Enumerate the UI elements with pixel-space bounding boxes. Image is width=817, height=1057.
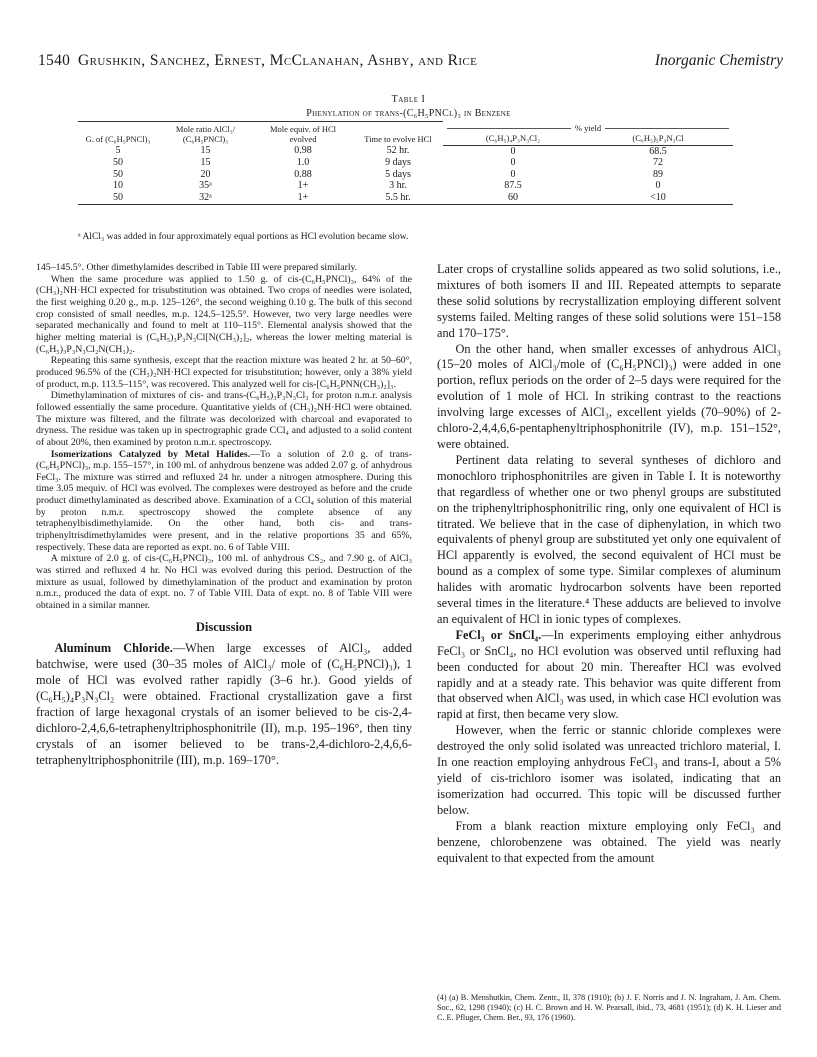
left-column bbox=[36, 262, 412, 769]
paragraph bbox=[36, 641, 412, 768]
paragraph: On the other hand, when smaller excesses of anhydrous AlCl₃ (15–20 moles of AlCl₃/mole of (C₆H₅PNCl)₃) were added in one portion, reflux periods on the order of 2–5 days were required for the evolution of 1 mole of HCl. In striking contrast to the reactions involving large excesses of AlCl₃, excellent yields (70–90%) of 2-chloro-2,4,4,6,6-pentaphenyltriphosphonitrile (IV), m.p. 151–152°, were obtained. bbox=[437, 341, 781, 451]
col-header-tetraphenyl: (C₆H₅)₄P₃N₃Cl₂ bbox=[443, 134, 583, 145]
paragraph: A mixture of 2.0 g. of cis-(C₆H₅PNCl)₃, 100 ml. of anhydrous CS₂, and 7.90 g. of AlCl₃ was stirred and refluxed 4 hr. No HCl was evolved during this period. Destruction of the mixture as usual, followed by dimethylamination of the product and examination by proton n.m.r., produced the data of expt. no. 7 of Table VIII. Data of expt. no. 8 of Table VIII were obtained in a similar manner. bbox=[36, 553, 412, 612]
table-caption: Phenylation of trans-(C₆H₅PNCl)₃ in Benzene bbox=[306, 108, 511, 119]
table-cell: 15 bbox=[200, 145, 211, 157]
paragraph: Dimethylamination of mixtures of cis- and trans-(C₆H₅)₃P₃N₃Cl₃ for proton n.m.r. analysis followed essentially the same procedure. Quantitative yields of (CH₃)₂NH·HCl were obtained. The mixture was filtered, and the filtrate was decolorized with charcoal and evaporated to dryness. The residue was taken up in spectrographic grade CCl₄ and adjusted to a solid content of about 20%, then examined by proton n.m.r. spectroscopy. bbox=[36, 390, 412, 448]
table-cell: 52 hr. bbox=[386, 145, 410, 157]
section-heading: Discussion bbox=[195, 619, 253, 634]
table-row bbox=[78, 169, 733, 181]
phenylation-table bbox=[78, 121, 733, 205]
running-authors: Grushkin, Sanchez, Ernest, McClanahan, Ashby, and Rice bbox=[78, 52, 478, 69]
table-cell: 0 bbox=[510, 157, 516, 169]
col-header-pentaphenyl: (C₆H₅)₅P₃N₃Cl bbox=[583, 134, 733, 145]
col-header-grams: G. of (C₆H₅PNCl)₃ bbox=[78, 122, 158, 146]
table-cell: 35ᵃ bbox=[199, 180, 212, 192]
table-cell: 60 bbox=[443, 192, 583, 205]
run-in-heading: Isomerizations Catalyzed by Metal Halides. bbox=[50, 448, 251, 460]
table-cell: 5 days bbox=[385, 168, 411, 180]
paragraph: Pertinent data relating to several syntheses of dichloro and monochloro triphosphonitriles are given in Table I. It is noteworthy that regardless of whether one or two phenyl groups are substituted on the triphenyltriphosphonitrilic ring, only one equivalent of HCl is titrated. We believe that in the case of diphenylation, in which two equivalents of phenyl group are substituted yet only one equivalent of HCl apparently is evolved, the second equivalent of HCl must be bound as a complex of some type. Similar complexes of aluminum halides with aromatic hydrocarbon solvents have been reported several times in the literature.⁴ These adducts are believed to involve an equivalent of HCl in ionic types of complexes. bbox=[437, 452, 781, 626]
table-cell: 89 bbox=[653, 168, 663, 180]
table-row bbox=[78, 157, 733, 169]
table-cell: 1.0 bbox=[296, 157, 310, 169]
references-footnote: (4) (a) B. Menshutkin, Chem. Zentr., II, 378 (1910); (b) J. F. Norris and J. N. Ingraham, J. Am. Chem. Soc., 62, 1298 (1940); (c) H. C. Brown and H. W. Pearsall, ibid., 73, 4681 (1951); (d) K. H. Lieser and C. E. Pfluger, Chem. Ber., 93, 176 (1960). bbox=[437, 993, 781, 1023]
table-cell: 10 bbox=[113, 180, 123, 192]
table-cell: 9 days bbox=[385, 157, 411, 169]
table-cell: 0.98 bbox=[294, 145, 312, 157]
table-cell: <10 bbox=[583, 192, 733, 205]
paragraph-text: —When large excesses of AlCl₃, added batchwise, were used (30–35 moles of AlCl₃/ mole of (C₆H₅PNCl)₃), 1 mole of HCl was evolved rather rapidly (3–6 hr.). Good yields of (C₆H₅)₄P₃N₃Cl₂ were obtained. Fractional crystallization gave a first fraction of large hexagonal crystals of an isomer believed to be cis-2,4-dichloro-2,4,6,6-tetraphenyltriphosphonitrile (II), m.p. 195–196°, then tiny crystals of an isomer believed to be trans-2,4-dichloro-2,4,6,6-tetraphenyltriphosphonitrile (III), m.p. 169–170°. bbox=[36, 641, 412, 767]
run-in-heading: Aluminum Chloride. bbox=[54, 641, 173, 656]
run-in-heading: FeCl₃ or SnCl₄. bbox=[455, 627, 542, 642]
paragraph-text: —To a solution of 2.0 g. of trans-(C₆H₅PNCl)₃, m.p. 155–157°, in 100 ml. of anhydrous benzene was added 2.07 g. of anhydrous FeCl₃. The mixture was stirred and refluxed 24 hr. under a nitrogen atmosphere. During this time 3.05 mequiv. of HCl was evolved. The complexes were destroyed as before and the crude product dimethylaminated as described above. Examination of a CCl₄ solution of this material by proton n.m.r. spectroscopy showed the complete absence of any tetraphenylbisdimethylamide. On the other hand, both cis- and trans-triphenyltrisdimethylamides were present, and in the relative proportions 35 and 65%, respectively. These data are reported as expt. no. 6 of Table VIII. bbox=[36, 448, 412, 553]
journal-name: Inorganic Chemistry bbox=[654, 52, 783, 69]
table-cell: 0 bbox=[510, 145, 516, 157]
table-cell: 20 bbox=[200, 168, 211, 180]
paragraph-text: —In experiments employing either anhydrous FeCl₃ or SnCl₄, no HCl evolution was observed until refluxing had been conducted for about 20 min. Thereafter HCl was evolved rapidly and at a steady rate. This behavior was quite different from that observed when AlCl₃ was used, in which case HCl evolution was rapid at first, then became very slow. bbox=[437, 627, 781, 722]
running-header bbox=[38, 52, 783, 72]
table-cell: 72 bbox=[653, 157, 663, 169]
table-cell: 0 bbox=[510, 168, 516, 180]
table-cell: 1+ bbox=[253, 192, 353, 205]
col-header-mole-equiv: Mole equiv. of HCl evolved bbox=[253, 122, 353, 146]
table-label: Table I bbox=[391, 94, 426, 105]
table-cell: 32ᵃ bbox=[158, 192, 253, 205]
table-cell: 68.5 bbox=[649, 145, 667, 157]
table-cell: 3 hr. bbox=[389, 180, 407, 192]
paragraph bbox=[36, 449, 412, 554]
table-cell: 15 bbox=[200, 157, 211, 169]
col-header-yield: % yield bbox=[574, 122, 602, 133]
table-row bbox=[78, 145, 733, 157]
paragraph: Repeating this same synthesis, except that the reaction mixture was heated 2 hr. at 50–60°, produced 96.5% of the (CH₃)₂NH·HCl expected for trisubstitution; however, only a 38% yield of product, m.p. 113.5–115°, was recovered. This analyzed well for cis-[C₆H₅PNN(CH₃)₂]₃. bbox=[36, 355, 412, 390]
right-column bbox=[437, 262, 781, 866]
paragraph: However, when the ferric or stannic chloride complexes were destroyed the only solid isolated was unreacted trichloro material, I. In one reaction employing anhydrous FeCl₃ and trans-I, about a 5% yield of cis-trichloro isomer was isolated, indicating that an isomerization had occurred. This topic will be discussed further below. bbox=[437, 723, 781, 817]
paragraph bbox=[437, 628, 781, 723]
table-cell: 50 bbox=[78, 192, 158, 205]
table-footnote: ᵃ AlCl₃ was added in four approximately equal portions as HCl evolution became slow. bbox=[78, 232, 409, 242]
col-header-mole-ratio: Mole ratio AlCl₃/ (C₆H₅PNCl)₃ bbox=[158, 122, 253, 146]
table-row bbox=[78, 192, 733, 205]
paragraph: From a blank reaction mixture employing only FeCl₃ and benzene, chlorobenzene was obtained. The yield was nearly equivalent to that expected from the amount bbox=[437, 818, 781, 865]
paragraph: 145–145.5°. Other dimethylamides described in Table III were prepared similarly. bbox=[36, 262, 358, 273]
table-row bbox=[78, 180, 733, 192]
table-cell: 50 bbox=[113, 168, 123, 180]
table-cell: 0 bbox=[655, 180, 661, 192]
table-cell: 0.88 bbox=[294, 168, 312, 180]
paragraph: Later crops of crystalline solids appeared as two solid solutions, i.e., mixtures of both isomers II and III. Repeated attempts to separate these solid solutions by recrystallization employing different solvent systems failed. Melting ranges of these solid solutions were 151–158 and 170–175°. bbox=[437, 262, 781, 340]
table-cell: 50 bbox=[113, 157, 123, 169]
table-cell: 5 bbox=[115, 145, 121, 157]
col-header-time: Time to evolve HCl bbox=[353, 122, 443, 146]
table-cell: 1+ bbox=[297, 180, 309, 192]
page-number: 1540 bbox=[38, 52, 71, 69]
table-cell: 87.5 bbox=[504, 180, 522, 192]
paragraph: When the same procedure was applied to 1.50 g. of cis-(C₆H₅PNCl)₃, 64% of the (CH₃)₂NH·HCl expected for trisubstitution was obtained. Two crops of needles were isolated, the first weighing 0.20 g., m.p. 125–126°, the second weighing 0.10 g. The bulk of this second crop consisted of small needles, m.p. 124.5–125.5°. However, two very large needles were separated mechanically and found to melt at 110–115°. Elemental analysis showed that the higher melting material is (C₆H₅)₃P₃N₃Cl[N(CH₃)₂]₂, whereas the lower melting material is (C₆H₅)₃P₃N₃Cl₂N(CH₃)₂. bbox=[36, 273, 412, 355]
table-cell: 5.5 hr. bbox=[353, 192, 443, 205]
